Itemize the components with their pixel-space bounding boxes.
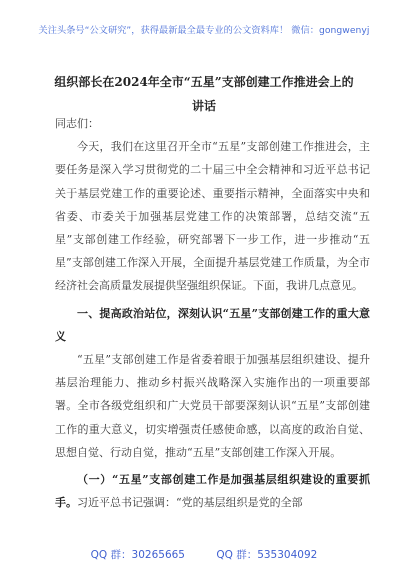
- subsection-text: 习近平总书记强调：“党的基层组织是党的全部: [77, 496, 303, 510]
- paragraph: 今天，我们在这里召开全市“五星”支部创建工作推进会，主要任务是深入学习贯彻党的二十届三中全会精神和习近平总书记关于基层党建工作的重要论述、重要指示精神，全面落实中央和省委、市委关于加强基层党建工作的决策部署，总结交流“五星”支部创建工作经验，研究部署下一步工作，进一步推动“五星”支部创建工作深入开展，全面提升基层党建工作质量，为全市经济社会高质量发展提供坚强组织保证。下面，我讲几点意见。: [55, 140, 370, 293]
- title-line-1: 组织部长在2024年全市“五星”支部创建工作推进会上的: [54, 75, 354, 89]
- paragraph: [55, 468, 370, 514]
- section-heading: 一、提高政治站位，深刻认识“五星”支部创建工作的重大意义: [55, 306, 370, 343]
- document-body: [55, 112, 370, 514]
- title-line-2: 讲话: [191, 99, 216, 113]
- qq-group-2: QQ 群：535304092: [216, 549, 318, 561]
- qq-group-1: QQ 群：30265665: [90, 549, 185, 561]
- paragraph: “五星”支部创建工作是省委着眼于加强基层组织建设、提升基层治理能力、推动乡村振兴战略深入实施作出的一项重要部署。全市各级党组织和广大党员干部要深刻认识“五星”支部创建工作的重大意义，切实增强责任感使命感，以高度的政治自觉、思想自觉、行动自觉，推动“五星”支部创建工作深入开展。: [55, 353, 370, 459]
- subsection-heading: （一）“五星”支部创建工作是加强基层组织建设的重要抓手。: [55, 473, 370, 510]
- salutation: 同志们：: [55, 117, 99, 130]
- promo-banner: 关注头条号“公文研究”，获得最新最全最专业的公文资料库！ 微信：gongwenyj: [38, 25, 370, 36]
- document-title: [0, 70, 408, 118]
- qq-group-footer: [0, 547, 408, 562]
